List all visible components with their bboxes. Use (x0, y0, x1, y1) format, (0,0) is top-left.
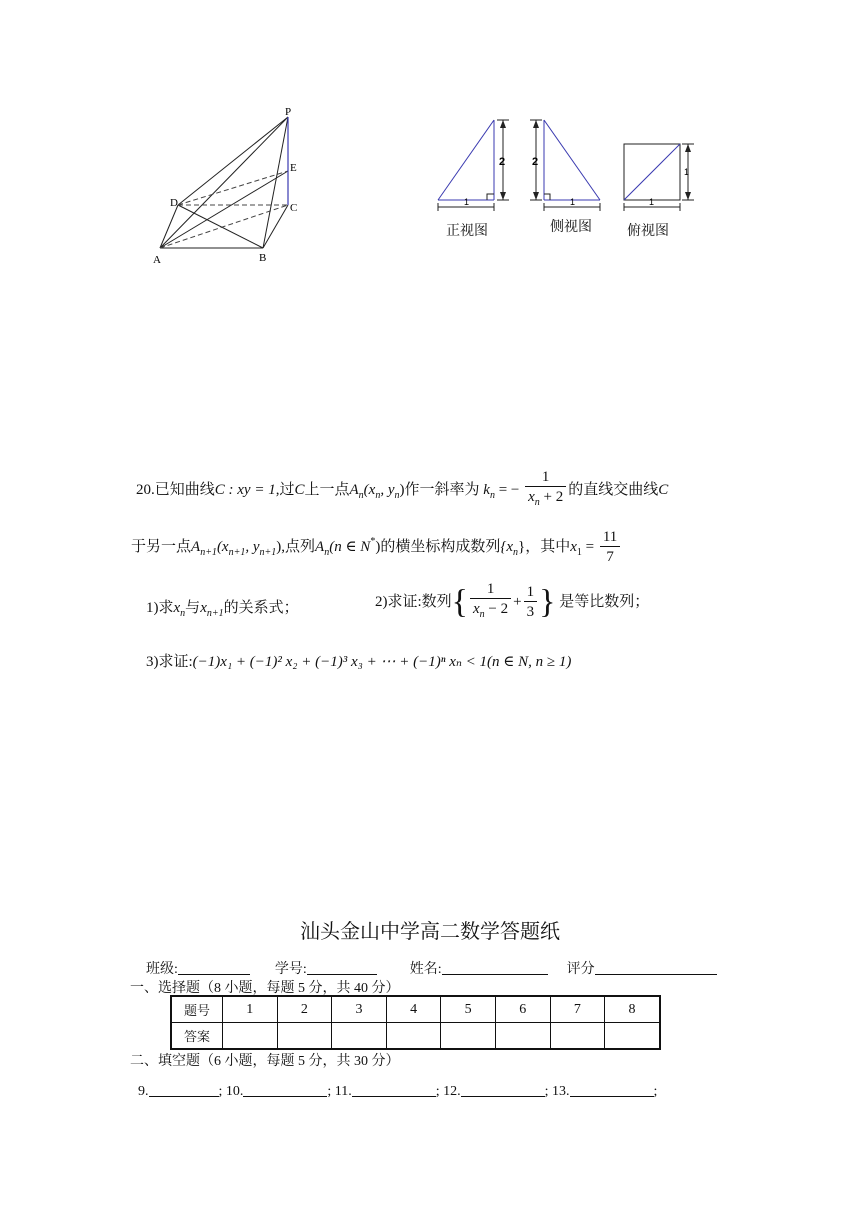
subscript: n (375, 489, 381, 501)
front-view (438, 120, 509, 211)
answer-cell[interactable] (441, 1023, 496, 1050)
front-view-label: 正视图 (446, 223, 488, 239)
side-width-label: 1 (570, 197, 576, 207)
coords: (x (363, 481, 376, 498)
choice-answer-table (170, 995, 661, 1050)
subscript: n (394, 489, 400, 501)
question-number: 2 (277, 996, 332, 1023)
numerator: 1 (526, 584, 535, 600)
fill-blank-12[interactable] (461, 1082, 545, 1097)
slope-fraction (525, 468, 566, 513)
label-a: A (153, 254, 161, 266)
numerator: 1 (486, 581, 495, 597)
top-view (624, 144, 694, 211)
text: 上一点 (304, 481, 350, 498)
side-height-label: 2 (532, 156, 539, 168)
coords: , y (245, 538, 260, 555)
answer-cell[interactable] (550, 1023, 605, 1050)
fill-label-12: ; 12. (435, 1084, 461, 1099)
text: 已知曲线 (154, 481, 215, 498)
coords: , y (380, 481, 395, 498)
text: 2)求证:数列 (375, 593, 452, 610)
score-label: 评分 (566, 962, 595, 977)
student-info-row (146, 958, 717, 978)
plus: + (513, 593, 522, 610)
text: 3)求证: (146, 654, 193, 670)
question-number: 3 (332, 996, 387, 1023)
label-b: B (259, 252, 267, 264)
question-1 (146, 596, 299, 619)
inequality: (−1)x₁ + (−1)² x₂ + (−1)³ x₃ + ⋯ + (−1)ⁿ xₙ < 1(n ∈ N, n ≥ 1) (192, 654, 572, 670)
coords: ) (276, 538, 282, 555)
text: ,点列 (281, 538, 316, 555)
fill-in-blanks-row (138, 1082, 657, 1100)
text: 的关系式； (223, 600, 299, 616)
text: 的横坐标构成数列 (380, 538, 501, 555)
answer-cell[interactable] (277, 1023, 332, 1050)
three-views-figure (430, 110, 700, 215)
id-blank[interactable] (307, 960, 377, 975)
text: 与 (185, 600, 201, 616)
sequence: {x (500, 538, 513, 555)
brace-left: { (451, 583, 468, 621)
curve-name: C (658, 481, 669, 498)
subscript: n+1 (206, 608, 224, 619)
front-width-label: 1 (464, 197, 470, 207)
denominator (525, 486, 566, 513)
question-number: 7 (550, 996, 605, 1023)
score-blank[interactable] (595, 960, 717, 975)
fill-blank-10[interactable] (243, 1082, 327, 1097)
point-name: A (349, 481, 359, 498)
fill-label-11: ; 11. (327, 1084, 352, 1099)
question-2 (375, 580, 649, 625)
q2-fraction-1 (470, 580, 511, 625)
label-c: C (290, 202, 298, 214)
text: 的直线交曲线 (568, 481, 659, 498)
den-rest: + 2 (543, 489, 564, 505)
condition: ) (375, 538, 381, 555)
q2-fraction-2 (524, 583, 538, 622)
var: x (200, 600, 207, 616)
fill-blank-11[interactable] (352, 1082, 436, 1097)
point-name: A (315, 538, 325, 555)
subscript: n (512, 546, 518, 558)
coords: ) (399, 481, 405, 498)
numerator: 1 (541, 469, 550, 485)
subscript: n+1 (259, 546, 277, 558)
fill-end: ; (653, 1084, 658, 1099)
subscript: n (489, 489, 495, 501)
text: ，其中 (525, 538, 571, 555)
top-width-label: 1 (649, 197, 655, 207)
x1-var: x (570, 538, 577, 555)
curve-equation: C : xy = 1 (214, 481, 276, 498)
subscript: n (534, 497, 540, 508)
label-d: D (170, 197, 178, 209)
fill-blank-13[interactable] (570, 1082, 654, 1097)
name-blank[interactable] (442, 960, 548, 975)
x1-fraction (600, 528, 620, 567)
side-view-label: 侧视图 (550, 219, 592, 235)
question-number: 5 (441, 996, 496, 1023)
side-view (530, 120, 600, 211)
sequence: } (517, 538, 526, 555)
question-number: 6 (495, 996, 550, 1023)
slope-eq: = − (498, 481, 520, 498)
text: 作一斜率为 (404, 481, 480, 498)
question-number: 8 (605, 996, 660, 1023)
subscript: n+1 (228, 546, 246, 558)
question-3 (146, 650, 571, 671)
question-number: 4 (386, 996, 441, 1023)
equals: = (585, 538, 595, 555)
numerator: 11 (602, 529, 618, 545)
condition: (n ∈ N (329, 538, 371, 555)
problem-20-line-2 (131, 528, 622, 567)
problem-number: 20. (136, 481, 155, 498)
subscript: 1 (576, 546, 582, 558)
class-label: 班级: (146, 962, 178, 977)
denominator: 3 (524, 601, 538, 622)
den-rest: − 2 (488, 601, 509, 617)
subscript: n (479, 609, 485, 620)
subscript: n (324, 546, 330, 558)
class-blank[interactable] (178, 960, 250, 975)
question-number: 1 (223, 996, 278, 1023)
fill-label-10: ; 10. (218, 1084, 244, 1099)
answer-cell[interactable] (605, 1023, 660, 1050)
subscript: n (358, 489, 364, 501)
denominator (470, 598, 511, 625)
denominator: 7 (600, 546, 620, 567)
id-label: 学号: (274, 962, 307, 977)
pyramid-figure (140, 105, 320, 270)
fill-blank-9[interactable] (149, 1082, 219, 1097)
answer-sheet-title: 汕头金山中学高二数学答题纸 (300, 919, 560, 943)
front-height-label: 2 (499, 156, 506, 168)
subscript: n (180, 608, 186, 619)
top-height-label: 1 (684, 167, 690, 177)
text: ,过 (275, 481, 295, 498)
text: 1)求 (146, 600, 174, 616)
label-p: P (285, 106, 292, 118)
brace-right: } (539, 583, 556, 621)
curve-name: C (294, 481, 305, 498)
point-name: A (191, 538, 201, 555)
top-view-label: 俯视图 (627, 223, 669, 239)
row-header-answer: 答案 (171, 1023, 223, 1050)
subscript: n+1 (200, 546, 217, 558)
section-1-heading: 一、选择题（8 小题，每题 5 分，共 40 分） (130, 981, 400, 996)
text: 是等比数列； (559, 593, 650, 610)
superscript: * (370, 535, 376, 547)
answer-cell[interactable] (386, 1023, 441, 1050)
slope-var: k (483, 481, 490, 498)
section-2-heading: 二、填空题（6 小题，每题 5 分，共 30 分） (130, 1054, 400, 1069)
den-var: x (528, 489, 535, 505)
answer-cell[interactable] (495, 1023, 550, 1050)
problem-20-line-1 (136, 468, 668, 513)
label-e: E (290, 162, 297, 174)
coords: (x (216, 538, 229, 555)
name-label: 姓名: (409, 962, 442, 977)
answer-cell[interactable] (332, 1023, 387, 1050)
row-header-number: 题号 (171, 996, 223, 1023)
table-row (171, 996, 660, 1023)
fill-label-13: ; 13. (544, 1084, 570, 1099)
answer-cell[interactable] (223, 1023, 278, 1050)
text: 于另一点 (131, 538, 192, 555)
fill-label-9: 9. (138, 1084, 149, 1099)
var: x (173, 600, 181, 616)
den-var: x (473, 601, 480, 617)
table-row (171, 1023, 660, 1050)
